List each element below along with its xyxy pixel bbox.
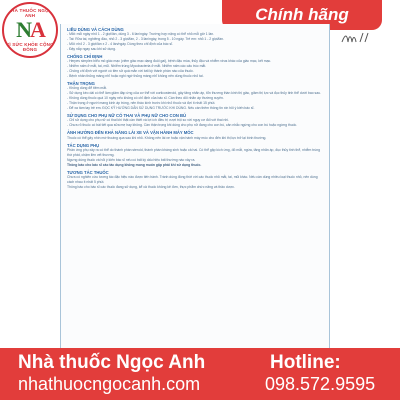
leaflet-section [67, 113, 325, 128]
section-paragraph: - Nhiễm nấm ở mắt, tai, mũi. Nhiễm trùng Mycobacteria ở mắt. Nhiễm nấm các cấu trúc mắt. [67, 64, 207, 69]
section-heading: ẢNH HƯỞNG ĐẾN KHẢ NĂNG LÁI XE VÀ VẬN HÀNH MÁY MÓC [67, 130, 194, 136]
footer-brand-name: Nhà thuốc Ngọc Anh [18, 352, 206, 373]
leaflet-section [67, 130, 325, 140]
logo-mark-a: A [30, 17, 44, 42]
footer-bar [0, 348, 400, 400]
logo-ring-text-top: NHÀ THUỐC NGỌC ANH [7, 8, 53, 18]
hotline-number[interactable]: 098.572.9595 [265, 374, 376, 394]
section-heading: TÁC DỤNG PHỤ [67, 142, 100, 148]
section-paragraph: - Mũi: nhỏ 2 - 3 giọt/lần x 2 - 4 lần/ngày. Dùng theo chỉ định của bác sĩ. [67, 42, 174, 47]
leaflet-section [67, 54, 325, 79]
section-heading: LIỀU DÙNG VÀ CÁCH DÙNG [67, 27, 124, 32]
pharmacy-logo[interactable] [2, 2, 58, 58]
section-paragraph: - Chống chỉ định với người có tiền sử quá mẫn với bất kỳ thành phần nào của thuốc. [67, 69, 194, 74]
leaflet-section [67, 27, 325, 52]
section-paragraph: - Chưa rõ thuốc có bài tiết qua sữa mẹ hay không. Cần thận trọng khi dùng cho phụ nữ đang cho con bú, cân nhắc ngừng cho con bú hoặc ngừng thuốc. [67, 123, 298, 128]
section-paragraph: Chưa có nghiên cứu tương tác đặc hiệu nào được tiến hành. Tránh dùng đồng thời với các thuốc nhỏ mắt, tai, mũi khác. Nếu cần dùng nhiều loại thuốc nhỏ, nên dùng cách nhau ít nhất 5 phút. [67, 174, 318, 184]
leaflet-section [67, 170, 325, 190]
footer-website-link[interactable]: nhathuocngocanh.com [18, 374, 201, 394]
section-heading: THẬN TRỌNG [67, 81, 95, 87]
section-paragraph: - Tai: Rửa tai, nghiêng đầu, nhỏ 2 - 3 giọt/lần, 2 - 3 lần/ngày, trong 5 - 10 ngày. Trẻ em: nhỏ 1 - 2 giọt/lần. [67, 37, 225, 42]
section-paragraph: - Để xa tầm tay trẻ em. ĐỌC KỸ HƯỚNG DẪN SỬ DỤNG TRƯỚC KHI DÙNG. Nếu cần thêm thông tin xin hỏi ý kiến bác sĩ. [67, 106, 255, 111]
section-paragraph: - Đậy nắp ngay sau khi sử dụng. [67, 47, 117, 52]
section-heading: CHỐNG CHỈ ĐỊNH [67, 54, 103, 60]
section-heading: SỬ DỤNG CHO PHỤ NỮ CÓ THAI VÀ PHỤ NỮ CHO CON BÚ [67, 113, 187, 118]
section-paragraph: - Không dùng thuốc quá 10 ngày nếu không có chỉ định của bác sĩ. Cần theo dõi nhãn áp thường xuyên. [67, 96, 224, 101]
package-leaflet [60, 24, 330, 348]
section-paragraph: - Sử dụng kéo dài có thể làm giảm đáp ứng của cơ thể với corticosteroid, gây tăng nhãn áp, tổn thương thần kinh thị giác, giảm thị lực và đục thủy tinh thể dưới bao sau. [67, 91, 321, 96]
section-paragraph: - Herpes simplex biểu mô giác mạc (viêm giác mạc dạng đuôi gai), bệnh đậu mùa, thủy đậu và nhiễm virus khác của giác mạc, kết mạc. [67, 59, 272, 64]
leaflet-section [67, 81, 325, 111]
section-paragraph: - Thận trọng ở người mang kính áp tròng, nên tháo kính trước khi nhỏ thuốc và đợi ít nhất 15 phút. [67, 101, 216, 106]
section-paragraph: - Mắt: mỗi ngày nhỏ 1 - 2 giọt/lần, dùng 3 - 6 lần/ngày. Trường hợp nặng có thể nhỏ mỗi giờ 1 lần. [67, 32, 215, 37]
section-paragraph: - Bệnh nhân thủng màng nhĩ hoặc nghi ngờ thủng màng nhĩ không nên dùng thuốc nhỏ tai. [67, 74, 204, 79]
section-paragraph: Phản ứng phụ xảy ra có thể do thành phần steroid, thành phần kháng sinh hoặc cả hai. Có thể gặp kích ứng, đỏ mắt, ngứa, tăng nhãn áp, đục thủy tinh thể, nhiễm trùng thứ phát, chậm liền vết thương. [67, 147, 320, 157]
genuine-badge: Chính hãng [222, 0, 382, 30]
section-paragraph: Thuốc có thể gây nhìn mờ thoáng qua sau khi nhỏ. Không nên lái xe hoặc vận hành máy móc cho đến khi thị lực trở lại bình thường. [67, 135, 267, 140]
signature-mark [340, 30, 380, 46]
section-paragraph: Ngưng dùng thuốc và hỏi ý kiến bác sĩ nếu có bất kỳ dấu hiệu bất thường nào xảy ra. [67, 157, 196, 162]
logo-mark-n: N [16, 17, 30, 42]
section-heading: TƯƠNG TÁC THUỐC [67, 169, 109, 175]
leaflet-section [67, 143, 325, 168]
logo-mark [4, 18, 56, 42]
section-paragraph: Thông báo cho bác sĩ các thuốc đang sử dụng, kể cả thuốc không kê đơn, thực phẩm chức năng và thảo dược. [67, 184, 235, 189]
section-paragraph: - Chỉ sử dụng cho phụ nữ có thai khi thật cần thiết và lợi ích điều trị vượt trội so với nguy cơ đối với thai nhi. [67, 118, 229, 123]
section-paragraph: Thông báo cho bác sĩ các tác dụng không mong muốn gặp phải khi sử dụng thuốc. [67, 162, 202, 167]
hotline-label: Hotline: [270, 352, 341, 373]
logo-ring-text-bottom: VÌ SỨC KHỎE CỘNG ĐỒNG [6, 42, 54, 52]
section-paragraph: - Không dùng để tiêm mắt. [67, 86, 107, 91]
